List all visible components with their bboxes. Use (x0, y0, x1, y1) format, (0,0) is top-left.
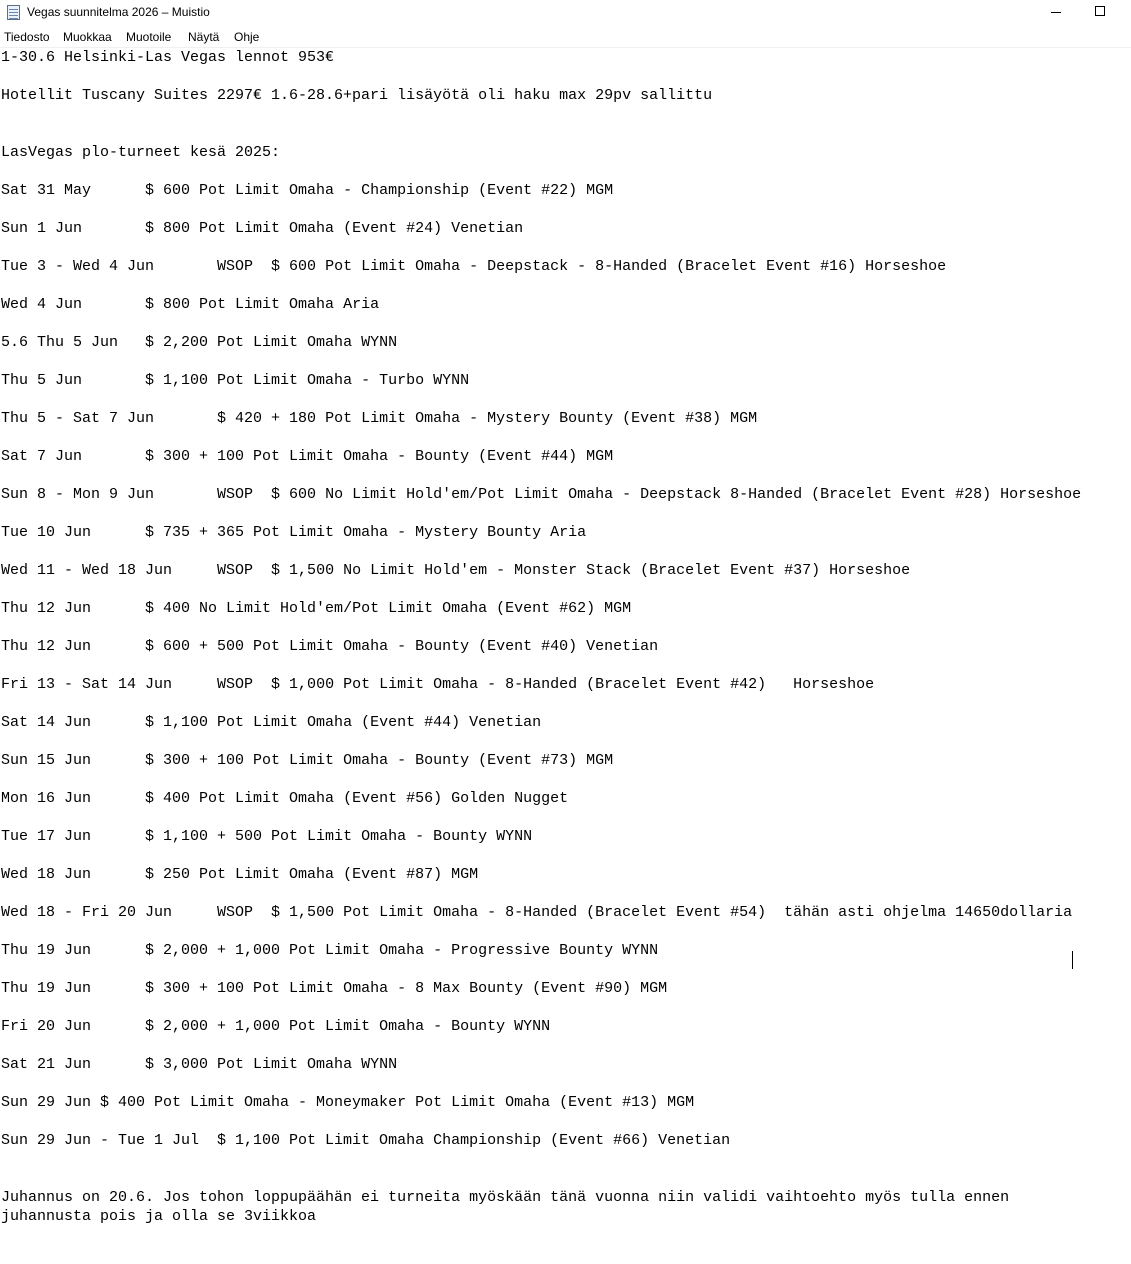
text-line: Juhannus on 20.6. Jos tohon loppupäähän ei turneita myöskään tänä vuonna niin validi vaihtoehto myös tulla ennen (1, 1189, 1010, 1206)
text-line: Thu 19 Jun $ 300 + 100 Pot Limit Omaha - 8 Max Bounty (Event #90) MGM (1, 980, 668, 997)
menu-help[interactable]: Ohje (234, 30, 260, 44)
notepad-icon (7, 5, 20, 20)
text-line: 1-30.6 Helsinki-Las Vegas lennot 953€ (1, 49, 335, 66)
text-line: Thu 5 - Sat 7 Jun $ 420 + 180 Pot Limit Omaha - Mystery Bounty (Event #38) MGM (1, 410, 758, 427)
text-line: Sat 7 Jun $ 300 + 100 Pot Limit Omaha - Bounty (Event #44) MGM (1, 448, 614, 465)
text-editor[interactable] (0, 48, 1131, 1264)
text-line: Tue 17 Jun $ 1,100 + 500 Pot Limit Omaha - Bounty WYNN (1, 828, 533, 845)
maximize-icon[interactable] (1077, 0, 1123, 26)
text-line: Wed 18 Jun $ 250 Pot Limit Omaha (Event #87) MGM (1, 866, 479, 883)
text-line: Thu 12 Jun $ 600 + 500 Pot Limit Omaha - Bounty (Event #40) Venetian (1, 638, 659, 655)
text-line: Thu 5 Jun $ 1,100 Pot Limit Omaha - Turbo WYNN (1, 372, 470, 389)
text-line: Mon 16 Jun $ 400 Pot Limit Omaha (Event #56) Golden Nugget (1, 790, 569, 807)
menu-view[interactable]: Näytä (188, 30, 220, 44)
text-cursor (1072, 951, 1073, 969)
text-line: Sat 21 Jun $ 3,000 Pot Limit Omaha WYNN (1, 1056, 398, 1073)
text-line: LasVegas plo-turneet kesä 2025: (1, 144, 281, 161)
text-line: Wed 11 - Wed 18 Jun WSOP $ 1,500 No Limit Hold'em - Monster Stack (Bracelet Event #37) Horseshoe (1, 562, 911, 579)
text-line: Hotellit Tuscany Suites 2297€ 1.6-28.6+pari lisäyötä oli haku max 29pv sallittu (1, 87, 713, 104)
text-line: Wed 4 Jun $ 800 Pot Limit Omaha Aria (1, 296, 380, 313)
text-line: Fri 13 - Sat 14 Jun WSOP $ 1,000 Pot Limit Omaha - 8-Handed (Bracelet Event #42) Horseshoe (1, 676, 875, 693)
minimize-icon[interactable] (1033, 0, 1079, 26)
text-line: 5.6 Thu 5 Jun $ 2,200 Pot Limit Omaha WYNN (1, 334, 398, 351)
text-line: Fri 20 Jun $ 2,000 + 1,000 Pot Limit Omaha - Bounty WYNN (1, 1018, 551, 1035)
text-line: Tue 3 - Wed 4 Jun WSOP $ 600 Pot Limit Omaha - Deepstack - 8-Handed (Bracelet Event #16) Horseshoe (1, 258, 947, 275)
menu-edit[interactable]: Muokkaa (63, 30, 112, 44)
text-line: Sun 1 Jun $ 800 Pot Limit Omaha (Event #24) Venetian (1, 220, 524, 237)
text-line: Tue 10 Jun $ 735 + 365 Pot Limit Omaha - Mystery Bounty Aria (1, 524, 587, 541)
text-line: Thu 12 Jun $ 400 No Limit Hold'em/Pot Limit Omaha (Event #62) MGM (1, 600, 632, 617)
text-line: Sun 29 Jun $ 400 Pot Limit Omaha - Moneymaker Pot Limit Omaha (Event #13) MGM (1, 1094, 695, 1111)
text-line: Sun 15 Jun $ 300 + 100 Pot Limit Omaha - Bounty (Event #73) MGM (1, 752, 614, 769)
window-title: Vegas suunnitelma 2026 – Muistio (27, 5, 210, 19)
text-line: Sun 8 - Mon 9 Jun WSOP $ 600 No Limit Hold'em/Pot Limit Omaha - Deepstack 8-Handed (Bracelet Event #28) Horseshoe (1, 486, 1082, 503)
text-line: Wed 18 - Fri 20 Jun WSOP $ 1,500 Pot Limit Omaha - 8-Handed (Bracelet Event #54) tähän asti ohjelma 14650dollaria (1, 904, 1073, 921)
text-line: Sat 14 Jun $ 1,100 Pot Limit Omaha (Event #44) Venetian (1, 714, 542, 731)
title-bar (0, 0, 1131, 26)
menu-format[interactable]: Muotoile (126, 30, 172, 44)
menu-bar (0, 28, 1131, 48)
text-line: Thu 19 Jun $ 2,000 + 1,000 Pot Limit Omaha - Progressive Bounty WYNN (1, 942, 659, 959)
text-line: Sun 29 Jun - Tue 1 Jul $ 1,100 Pot Limit Omaha Championship (Event #66) Venetian (1, 1132, 731, 1149)
text-line: Sat 31 May $ 600 Pot Limit Omaha - Championship (Event #22) MGM (1, 182, 614, 199)
text-line: juhannusta pois ja olla se 3viikkoa (1, 1208, 317, 1225)
menu-file[interactable]: Tiedosto (4, 30, 50, 44)
